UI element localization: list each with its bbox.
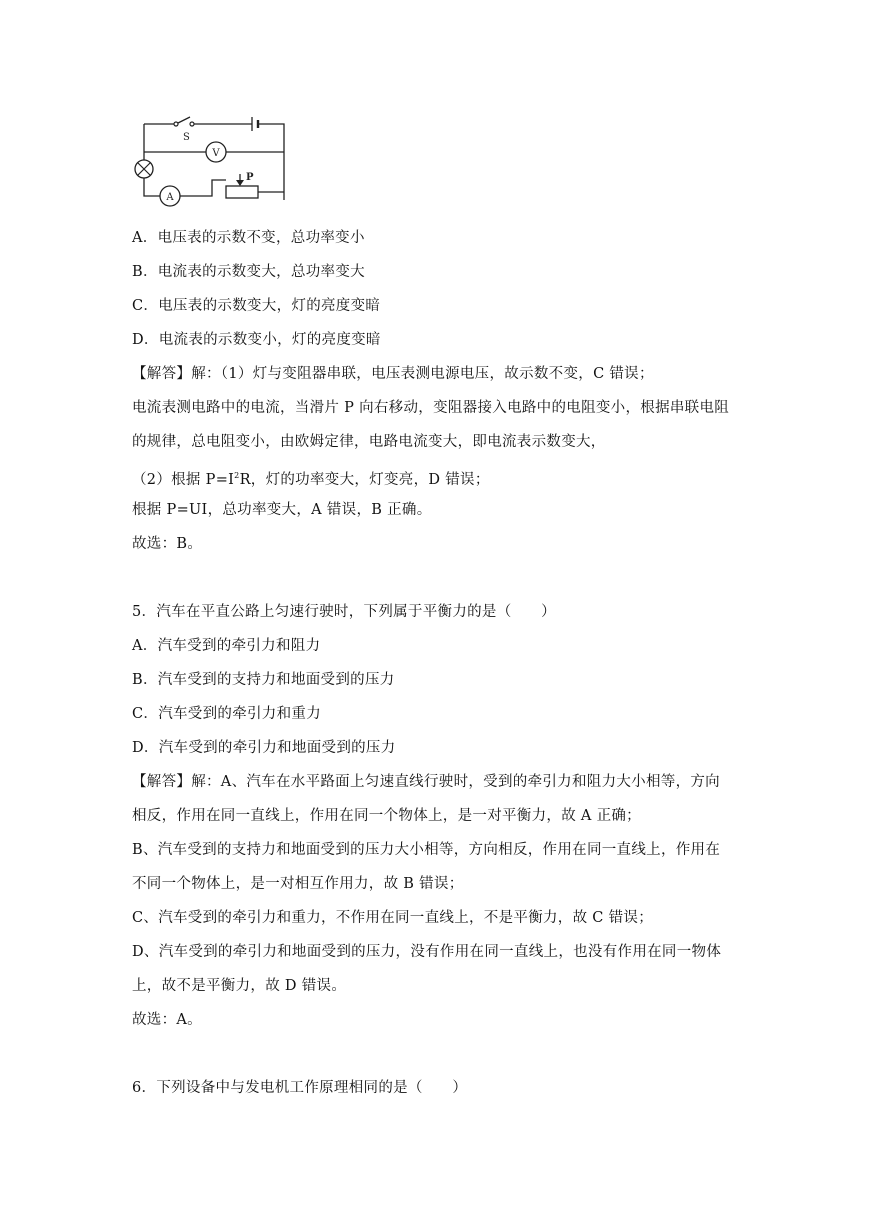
q5-question: 5．汽车在平直公路上匀速行驶时，下列属于平衡力的是（ ）: [132, 604, 556, 620]
q4-option-b: B．电流表的示数变大，总功率变大: [132, 264, 365, 280]
q4-answer-choice: 故选：B。: [132, 536, 203, 552]
q5-option-a: A．汽车受到的牵引力和阻力: [132, 638, 321, 654]
q6-question: 6．下列设备中与发电机工作原理相同的是（ ）: [132, 1080, 468, 1096]
q4-option-d: D．电流表的示数变小，灯的亮度变暗: [132, 332, 381, 348]
q5-option-b: B．汽车受到的支持力和地面受到的压力: [132, 672, 395, 688]
q4-option-a: A．电压表的示数不变，总功率变小: [132, 230, 365, 246]
q4-answer-line: 【解答】解：（1）灯与变阻器串联，电压表测电源电压，故示数不变，C 错误；: [132, 366, 654, 382]
slider-arrow-icon: [236, 180, 244, 186]
q5-option-c: C．汽车受到的牵引力和重力: [132, 706, 321, 722]
wire-bottom-mid: [180, 180, 226, 196]
q5-answer-choice: 故选：A。: [132, 1012, 202, 1028]
formula-exponent: 2: [234, 471, 240, 480]
q4-option-c: C．电压表的示数变大，灯的亮度变暗: [132, 298, 381, 314]
q5-answer-line: D、汽车受到的牵引力和地面受到的压力，没有作用在同一直线上，也没有作用在同一物体: [132, 944, 722, 960]
q5-answer-line: B、汽车受到的支持力和地面受到的压力大小相等，方向相反，作用在同一直线上，作用在: [132, 842, 721, 858]
q4-answer-line: 电流表测电路中的电流，当滑片 P 向右移动，变阻器接入电路中的电阻变小，根据串联电阻: [132, 400, 730, 416]
switch-contact-left: [174, 122, 178, 126]
q4-answer-line: 根据 P=UI，总功率变大，A 错误，B 正确。: [132, 502, 432, 518]
q5-option-d: D．汽车受到的牵引力和地面受到的压力: [132, 740, 396, 756]
switch-label: S: [183, 132, 190, 143]
q5-answer-line: 不同一个物体上，是一对相互作用力，故 B 错误；: [132, 876, 464, 892]
ammeter-label: A: [166, 192, 174, 203]
q5-answer-line: 【解答】解：A、汽车在水平路面上匀速直线行驶时，受到的牵引力和阻力大小相等，方向: [132, 774, 720, 790]
q5-answer-line: 上，故不是平衡力，故 D 错误。: [132, 978, 347, 994]
slider-label: P: [246, 172, 254, 183]
formula-suffix: R，灯的功率变大，灯变亮，D 错误；: [239, 472, 490, 488]
q4-answer-formula-line: [132, 466, 490, 490]
q5-answer-line: 相反，作用在同一直线上，作用在同一个物体上，是一对平衡力，故 A 正确；: [132, 808, 641, 824]
wire-left-bottom: [144, 178, 160, 196]
circuit-diagram: [134, 112, 294, 216]
q4-answer-line: 的规律，总电阻变小，由欧姆定律，电路电流变大，即电流表示数变大，: [132, 434, 606, 450]
rheostat-icon: [226, 186, 258, 198]
wire-top-right: [258, 124, 284, 200]
voltmeter-label: V: [212, 148, 220, 159]
q5-answer-line: C、汽车受到的牵引力和重力，不作用在同一直线上，不是平衡力，故 C 错误；: [132, 910, 654, 926]
formula-prefix: （2）根据 P=I: [132, 472, 235, 488]
switch-contact-right: [190, 122, 194, 126]
